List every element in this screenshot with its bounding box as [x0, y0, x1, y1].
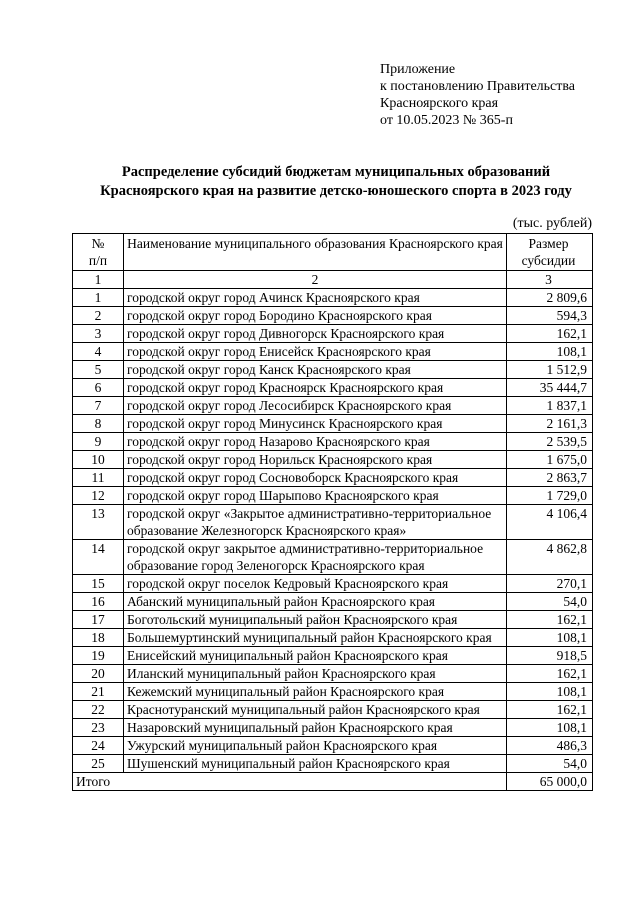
row-amount: 4 106,4	[507, 505, 593, 540]
table-row	[73, 575, 593, 593]
column-number: 3	[507, 271, 593, 289]
row-number: 21	[73, 683, 124, 701]
table-row	[73, 289, 593, 307]
appendix-line: к постановлению Правительства	[380, 79, 576, 94]
row-amount: 2 539,5	[507, 433, 593, 451]
total-label: Итого	[73, 773, 507, 791]
appendix-line: от 10.05.2023 № 365-п	[380, 113, 513, 128]
row-number: 22	[73, 701, 124, 719]
row-number: 2	[73, 307, 124, 325]
table-row	[73, 307, 593, 325]
row-amount: 4 862,8	[507, 540, 593, 575]
row-number: 23	[73, 719, 124, 737]
row-name: городской округ город Лесосибирск Красноярского края	[124, 397, 507, 415]
column-number-row	[73, 271, 593, 289]
row-number: 10	[73, 451, 124, 469]
table-row	[73, 343, 593, 361]
row-number: 15	[73, 575, 124, 593]
row-amount: 1 837,1	[507, 397, 593, 415]
total-row	[73, 773, 593, 791]
row-number: 13	[73, 505, 124, 540]
row-name: городской округ город Красноярск Красноярского края	[124, 379, 507, 397]
row-name: городской округ город Бородино Красноярского края	[124, 307, 507, 325]
column-number: 2	[124, 271, 507, 289]
appendix-block	[380, 61, 575, 129]
row-name: городской округ «Закрытое административно-территориальное образование Железногорск Красноярского края»	[124, 505, 507, 540]
table-row	[73, 451, 593, 469]
row-name: городской округ город Енисейск Красноярского края	[124, 343, 507, 361]
row-amount: 108,1	[507, 343, 593, 361]
table-row	[73, 719, 593, 737]
table-row	[73, 325, 593, 343]
row-amount: 1 512,9	[507, 361, 593, 379]
row-name: городской округ закрытое административно-территориальное образование город Зеленогорск Красноярского края	[124, 540, 507, 575]
row-name: городской округ город Норильск Красноярского края	[124, 451, 507, 469]
row-name: Абанский муниципальный район Красноярского края	[124, 593, 507, 611]
row-name: Енисейский муниципальный район Красноярского края	[124, 647, 507, 665]
table-row	[73, 593, 593, 611]
table-row	[73, 415, 593, 433]
table-row	[73, 737, 593, 755]
row-number: 25	[73, 755, 124, 773]
table-row	[73, 505, 593, 540]
row-name: Боготольский муниципальный район Красноярского края	[124, 611, 507, 629]
row-name: Шушенский муниципальный район Красноярского края	[124, 755, 507, 773]
appendix-line: Приложение	[380, 62, 456, 77]
row-amount: 918,5	[507, 647, 593, 665]
row-number: 12	[73, 487, 124, 505]
table-row	[73, 379, 593, 397]
row-amount: 54,0	[507, 593, 593, 611]
row-name: городской округ город Минусинск Красноярского края	[124, 415, 507, 433]
header-row	[73, 234, 593, 271]
row-number: 7	[73, 397, 124, 415]
row-number: 1	[73, 289, 124, 307]
row-amount: 1 675,0	[507, 451, 593, 469]
table-row	[73, 629, 593, 647]
table-row	[73, 755, 593, 773]
row-amount: 108,1	[507, 629, 593, 647]
unit-label: (тыс. рублей)	[512, 216, 592, 231]
row-number: 16	[73, 593, 124, 611]
row-name: Иланский муниципальный район Красноярского края	[124, 665, 507, 683]
table-row	[73, 397, 593, 415]
header-num: № п/п	[73, 234, 124, 271]
column-number: 1	[73, 271, 124, 289]
row-number: 20	[73, 665, 124, 683]
row-name: городской округ город Канск Красноярского края	[124, 361, 507, 379]
row-number: 18	[73, 629, 124, 647]
row-amount: 1 729,0	[507, 487, 593, 505]
table-row	[73, 361, 593, 379]
header-name: Наименование муниципального образования Красноярского края	[124, 234, 507, 271]
table-row	[73, 469, 593, 487]
row-number: 6	[73, 379, 124, 397]
row-amount: 108,1	[507, 719, 593, 737]
row-number: 17	[73, 611, 124, 629]
title-line: Распределение субсидий бюджетам муниципальных образований	[121, 164, 551, 180]
row-name: городской округ город Дивногорск Красноярского края	[124, 325, 507, 343]
table-row	[73, 665, 593, 683]
title-line: Красноярского края на развитие детско-юношеского спорта в 2023 году	[100, 183, 572, 199]
table-body	[73, 271, 593, 791]
subsidy-table	[72, 233, 593, 791]
row-amount: 35 444,7	[507, 379, 593, 397]
row-name: городской округ поселок Кедровый Красноярского края	[124, 575, 507, 593]
row-number: 4	[73, 343, 124, 361]
table-row	[73, 701, 593, 719]
row-name: Кежемский муниципальный район Красноярского края	[124, 683, 507, 701]
document-title	[60, 163, 612, 201]
row-number: 19	[73, 647, 124, 665]
row-amount: 54,0	[507, 755, 593, 773]
row-number: 3	[73, 325, 124, 343]
row-name: Назаровский муниципальный район Красноярского края	[124, 719, 507, 737]
row-amount: 594,3	[507, 307, 593, 325]
row-amount: 2 863,7	[507, 469, 593, 487]
row-amount: 2 809,6	[507, 289, 593, 307]
table-row	[73, 487, 593, 505]
header-amount: Размер субсидии	[507, 234, 593, 271]
row-name: Большемуртинский муниципальный район Красноярского края	[124, 629, 507, 647]
row-name: городской округ город Шарыпово Красноярского края	[124, 487, 507, 505]
row-amount: 486,3	[507, 737, 593, 755]
table-row	[73, 611, 593, 629]
row-name: городской округ город Сосновоборск Красноярского края	[124, 469, 507, 487]
row-number: 24	[73, 737, 124, 755]
row-amount: 162,1	[507, 665, 593, 683]
row-number: 5	[73, 361, 124, 379]
row-number: 11	[73, 469, 124, 487]
table-row	[73, 540, 593, 575]
total-amount: 65 000,0	[507, 773, 593, 791]
row-number: 8	[73, 415, 124, 433]
row-name: Ужурский муниципальный район Красноярского края	[124, 737, 507, 755]
appendix-line: Красноярского края	[380, 96, 499, 111]
row-amount: 162,1	[507, 611, 593, 629]
row-amount: 108,1	[507, 683, 593, 701]
row-amount: 162,1	[507, 701, 593, 719]
row-number: 9	[73, 433, 124, 451]
row-name: городской округ город Ачинск Красноярского края	[124, 289, 507, 307]
row-amount: 270,1	[507, 575, 593, 593]
row-number: 14	[73, 540, 124, 575]
table-row	[73, 647, 593, 665]
row-name: Краснотуранский муниципальный район Красноярского края	[124, 701, 507, 719]
table-row	[73, 683, 593, 701]
row-name: городской округ город Назарово Красноярского края	[124, 433, 507, 451]
row-amount: 2 161,3	[507, 415, 593, 433]
row-amount: 162,1	[507, 325, 593, 343]
table-row	[73, 433, 593, 451]
